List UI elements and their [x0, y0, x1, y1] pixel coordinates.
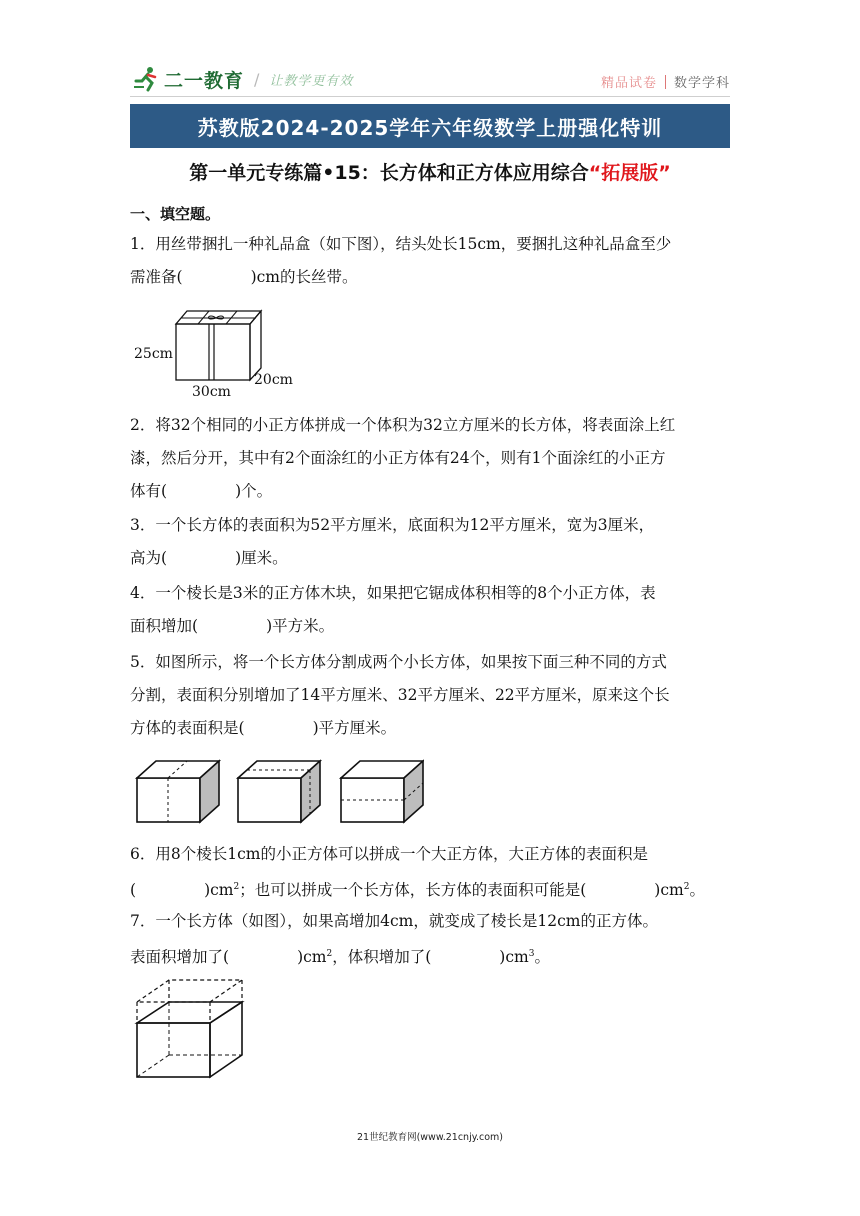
logo-text: 二一教育 — [164, 69, 245, 92]
three-cut-boxes-figure — [134, 758, 424, 826]
q7-text-pre: 表面积增加了( — [130, 948, 230, 966]
page-footer: 21世纪教育网(www.21cnjy.com) — [356, 1132, 503, 1143]
section-title: 一、填空题。 — [130, 205, 221, 223]
tag-divider — [665, 75, 666, 89]
q6-line2 — [130, 871, 730, 907]
q2-text-pre: 体有( — [130, 482, 168, 500]
q5-text-post: )平方厘米。 — [312, 719, 397, 737]
q3-line1: 3．一个长方体的表面积为52平方厘米，底面积为12平方厘米，宽为3厘米， — [130, 516, 655, 534]
logo-separator: / — [254, 69, 260, 89]
q6-text-pre: ( — [130, 881, 137, 899]
q7-unit-1: )cm — [297, 948, 327, 966]
q4-line1: 4．一个棱长是3米的正方体木块，如果把它锯成体积相等的8个小正方体，表 — [130, 584, 656, 602]
q1-line1: 1．用丝带捆扎一种礼品盒（如下图），结头处长15cm，要捆扎这种礼品盒至少 — [130, 235, 672, 253]
q6-line1: 6．用8个棱长1cm的小正方体可以拼成一个大正方体，大正方体的表面积是 — [130, 845, 648, 863]
banner-title: 苏教版2024-2025学年六年级数学上册强化特训 — [130, 104, 730, 148]
cuboid-extension-figure — [132, 978, 247, 1080]
q3-line2 — [130, 542, 730, 575]
q7-line2 — [130, 938, 730, 974]
question-5 — [130, 646, 730, 745]
q6-unit-2: )cm — [654, 881, 684, 899]
subtitle-main: 第一单元专练篇•15：长方体和正方体应用综合 — [189, 162, 589, 184]
q6-unit-1: )cm — [204, 881, 234, 899]
q2-line3 — [130, 475, 730, 508]
box-horizontal-cut — [341, 761, 423, 822]
q3-text-post: )厘米。 — [235, 549, 288, 567]
subtitle-highlight: “拓展版” — [588, 162, 671, 184]
q2-line2: 漆，然后分开，其中有2个面涂红的小正方体有24个，则有1个面涂红的小正方 — [130, 449, 666, 467]
question-7 — [130, 905, 730, 974]
q6-text-mid: ；也可以拼成一个长方体，长方体的表面积可能是( — [239, 881, 587, 899]
fig1-width-label: 20cm — [254, 372, 293, 388]
q7-sup-3: 3 — [528, 949, 535, 959]
q5-line1: 5．如图所示，将一个长方体分割成两个小长方体，如果按下面三种不同的方式 — [130, 653, 667, 671]
runner-logo-icon — [132, 65, 160, 93]
logo — [132, 62, 353, 96]
q7-sup-2: 2 — [326, 949, 333, 959]
q6-sup-1: 2 — [233, 882, 240, 892]
q7-unit-2: )cm — [499, 948, 529, 966]
q1-line2 — [130, 261, 730, 294]
q4-line2 — [130, 610, 730, 643]
q3-text-pre: 高为( — [130, 549, 168, 567]
header-tags — [601, 72, 730, 91]
q2-text-post: )个。 — [235, 482, 273, 500]
page-header — [130, 62, 730, 98]
q4-text-post: )平方米。 — [266, 617, 335, 635]
question-6 — [130, 838, 730, 907]
q4-text-pre: 面积增加( — [130, 617, 199, 635]
q1-text-post: )cm的长丝带。 — [250, 268, 358, 286]
question-3 — [130, 509, 730, 575]
question-2 — [130, 409, 730, 508]
q5-line3 — [130, 712, 730, 745]
q6-sup-2: 2 — [683, 882, 690, 892]
question-1 — [130, 228, 730, 294]
q5-text-pre: 方体的表面积是( — [130, 719, 245, 737]
header-divider — [130, 96, 730, 97]
q5-line2: 分割，表面积分别增加了14平方厘米、32平方厘米、22平方厘米，原来这个长 — [130, 686, 670, 704]
box-vertical-cut — [137, 761, 219, 822]
page-subtitle — [130, 158, 730, 185]
box-depth-cut — [238, 761, 320, 822]
q7-line1: 7．一个长方体（如图），如果高增加4cm，就变成了棱长是12cm的正方体。 — [130, 912, 658, 930]
q1-text-pre: 需准备( — [130, 268, 183, 286]
q7-text-end: 。 — [534, 948, 550, 966]
subject-tag: 数学学科 — [673, 76, 730, 91]
fig1-height-label: 25cm — [134, 346, 173, 362]
q7-text-mid: ，体积增加了( — [332, 948, 432, 966]
quality-tag: 精品试卷 — [600, 76, 657, 91]
q6-text-end: 。 — [689, 881, 705, 899]
gift-box-figure — [130, 302, 300, 402]
logo-slogan: 让教学更有效 — [269, 73, 354, 89]
q2-line1: 2．将32个相同的小正方体拼成一个体积为32立方厘米的长方体，将表面涂上红 — [130, 416, 676, 434]
question-4 — [130, 577, 730, 643]
fig1-length-label: 30cm — [192, 384, 231, 400]
